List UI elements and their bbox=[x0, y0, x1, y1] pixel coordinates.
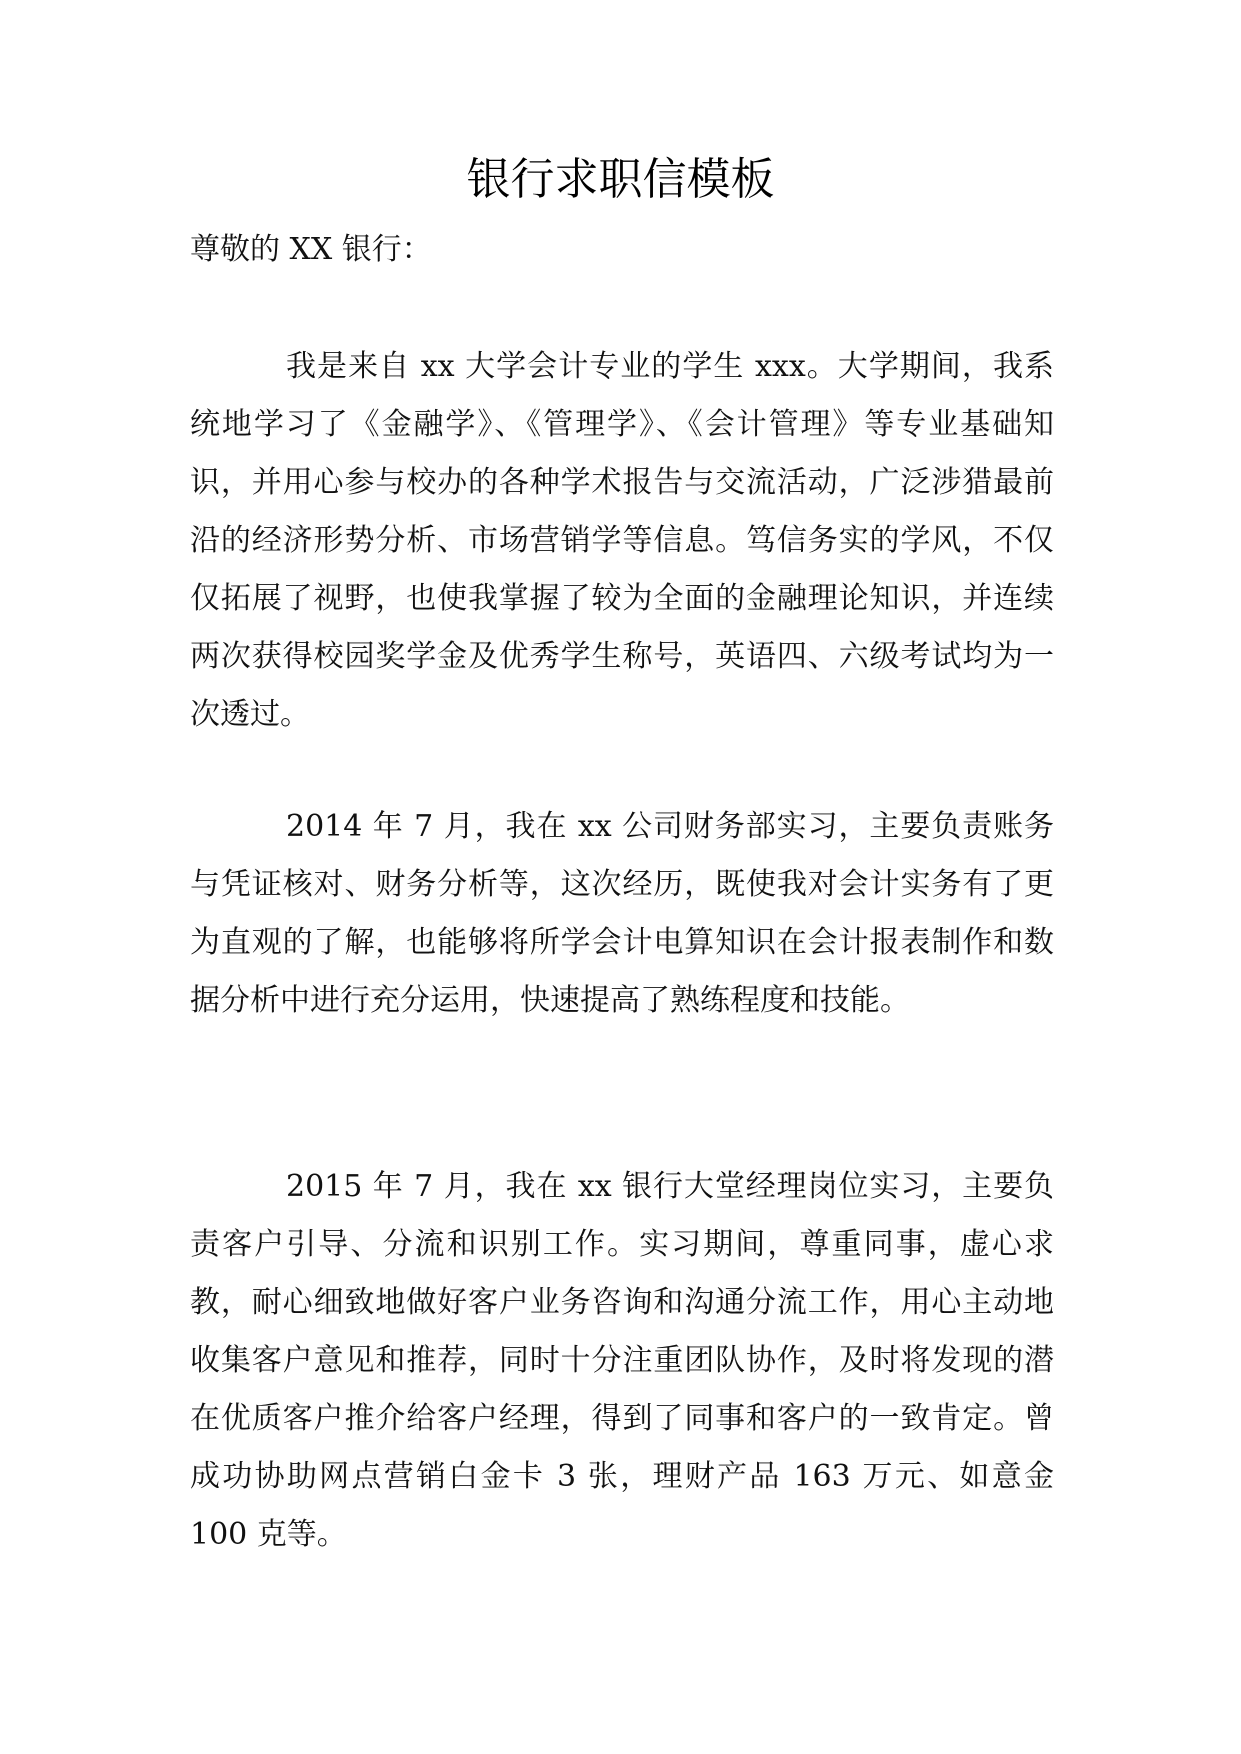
paragraph-internship-2015: 2015 年 7 月，我在 xx 银行大堂经理岗位实习，主要负责客户引导、分流和识别工作。实习期间，尊重同事，虚心求教，耐心细致地做好客户业务咨询和沟通分流工作，用心主动地收集客户意见和推荐，同时十分注重团队协作，及时将发现的潜在优质客户推介给客户经理，得到了同事和客户的一致肯定。曾成功协助网点营销白金卡 3 张，理财产品 163 万元、如意金 100 克等。 bbox=[190, 1169, 1054, 1552]
salutation: 尊敬的 XX 银行： bbox=[190, 232, 432, 267]
document-title: 银行求职信模板 bbox=[466, 154, 775, 205]
paragraph-internship-2014: 2014 年 7 月，我在 xx 公司财务部实习，主要负责账务与凭证核对、财务分析等，这次经历，既使我对会计实务有了更为直观的了解，也能够将所学会计电算知识在会计报表制作和数据分析中进行充分运用，快速提高了熟练程度和技能。 bbox=[190, 809, 1054, 1018]
paragraph-education: 我是来自 xx 大学会计专业的学生 xxx。大学期间，我系统地学习了《金融学》、《管理学》、《会计管理》等专业基础知识，并用心参与校办的各种学术报告与交流活动，广泛涉猎最前沿的经济形势分析、市场营销学等信息。笃信务实的学风，不仅仅拓展了视野，也使我掌握了较为全面的金融理论知识，并连续两次获得校园奖学金及优秀学生称号，英语四、六级考试均为一次透过。 bbox=[190, 349, 1054, 732]
